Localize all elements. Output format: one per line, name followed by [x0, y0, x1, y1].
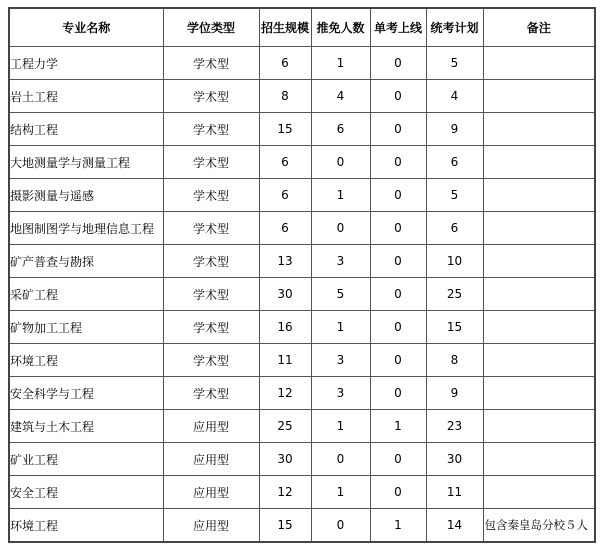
cell-degree-type: 应用型	[163, 476, 259, 509]
cell-degree-type: 学术型	[163, 377, 259, 410]
table-row	[9, 344, 595, 377]
table-row	[9, 80, 595, 113]
table-row	[9, 245, 595, 278]
cell-degree-type: 学术型	[163, 212, 259, 245]
cell-notes	[483, 212, 595, 245]
cell-enrollment-scale: 30	[259, 443, 311, 476]
header-unified-plan: 统考计划	[426, 8, 483, 47]
cell-unified-plan: 5	[426, 179, 483, 212]
cell-unified-plan: 25	[426, 278, 483, 311]
cell-major-name: 采矿工程	[9, 278, 163, 311]
cell-notes	[483, 245, 595, 278]
cell-unified-plan: 15	[426, 311, 483, 344]
cell-major-name: 建筑与土木工程	[9, 410, 163, 443]
cell-single-exam: 0	[370, 179, 426, 212]
cell-exempt-count: 0	[311, 146, 370, 179]
cell-degree-type: 学术型	[163, 245, 259, 278]
cell-notes	[483, 410, 595, 443]
cell-single-exam: 0	[370, 311, 426, 344]
cell-exempt-count: 1	[311, 410, 370, 443]
header-row	[9, 8, 595, 47]
header-single-exam: 单考上线	[370, 8, 426, 47]
table-row	[9, 113, 595, 146]
cell-notes	[483, 443, 595, 476]
cell-major-name: 安全工程	[9, 476, 163, 509]
cell-exempt-count: 1	[311, 311, 370, 344]
cell-enrollment-scale: 30	[259, 278, 311, 311]
cell-degree-type: 学术型	[163, 113, 259, 146]
cell-unified-plan: 8	[426, 344, 483, 377]
cell-major-name: 环境工程	[9, 509, 163, 543]
cell-single-exam: 0	[370, 245, 426, 278]
cell-exempt-count: 0	[311, 509, 370, 543]
header-exempt-count: 推免人数	[311, 8, 370, 47]
cell-degree-type: 应用型	[163, 443, 259, 476]
cell-enrollment-scale: 6	[259, 146, 311, 179]
cell-unified-plan: 10	[426, 245, 483, 278]
cell-enrollment-scale: 11	[259, 344, 311, 377]
cell-degree-type: 学术型	[163, 80, 259, 113]
cell-single-exam: 0	[370, 344, 426, 377]
table-row	[9, 476, 595, 509]
cell-notes	[483, 80, 595, 113]
cell-notes	[483, 146, 595, 179]
cell-unified-plan: 9	[426, 113, 483, 146]
cell-notes	[483, 476, 595, 509]
cell-single-exam: 0	[370, 80, 426, 113]
cell-exempt-count: 3	[311, 245, 370, 278]
cell-enrollment-scale: 25	[259, 410, 311, 443]
table-row	[9, 47, 595, 80]
cell-enrollment-scale: 15	[259, 113, 311, 146]
cell-single-exam: 0	[370, 47, 426, 80]
cell-unified-plan: 6	[426, 212, 483, 245]
cell-major-name: 环境工程	[9, 344, 163, 377]
table-row	[9, 146, 595, 179]
cell-notes: 包含秦皇岛分校５人	[483, 509, 595, 543]
cell-enrollment-scale: 12	[259, 476, 311, 509]
cell-major-name: 摄影测量与遥感	[9, 179, 163, 212]
cell-unified-plan: 6	[426, 146, 483, 179]
cell-degree-type: 学术型	[163, 47, 259, 80]
cell-single-exam: 0	[370, 113, 426, 146]
table-row	[9, 377, 595, 410]
cell-single-exam: 0	[370, 443, 426, 476]
cell-major-name: 岩土工程	[9, 80, 163, 113]
cell-notes	[483, 377, 595, 410]
cell-degree-type: 学术型	[163, 146, 259, 179]
cell-enrollment-scale: 16	[259, 311, 311, 344]
cell-single-exam: 0	[370, 476, 426, 509]
cell-notes	[483, 113, 595, 146]
cell-unified-plan: 11	[426, 476, 483, 509]
cell-degree-type: 应用型	[163, 509, 259, 543]
cell-notes	[483, 311, 595, 344]
cell-exempt-count: 4	[311, 80, 370, 113]
table-row	[9, 179, 595, 212]
cell-major-name: 矿业工程	[9, 443, 163, 476]
table-row	[9, 278, 595, 311]
cell-enrollment-scale: 8	[259, 80, 311, 113]
cell-single-exam: 1	[370, 410, 426, 443]
cell-major-name: 大地测量学与测量工程	[9, 146, 163, 179]
cell-unified-plan: 5	[426, 47, 483, 80]
cell-enrollment-scale: 13	[259, 245, 311, 278]
cell-degree-type: 学术型	[163, 311, 259, 344]
table-row	[9, 311, 595, 344]
cell-enrollment-scale: 12	[259, 377, 311, 410]
cell-unified-plan: 23	[426, 410, 483, 443]
table-row	[9, 212, 595, 245]
cell-major-name: 安全科学与工程	[9, 377, 163, 410]
cell-degree-type: 学术型	[163, 278, 259, 311]
cell-single-exam: 0	[370, 377, 426, 410]
cell-single-exam: 0	[370, 212, 426, 245]
cell-enrollment-scale: 6	[259, 47, 311, 80]
cell-single-exam: 0	[370, 146, 426, 179]
cell-degree-type: 应用型	[163, 410, 259, 443]
cell-exempt-count: 6	[311, 113, 370, 146]
cell-notes	[483, 278, 595, 311]
table-row	[9, 410, 595, 443]
cell-major-name: 矿产普查与勘探	[9, 245, 163, 278]
cell-exempt-count: 1	[311, 179, 370, 212]
cell-notes	[483, 344, 595, 377]
cell-enrollment-scale: 15	[259, 509, 311, 543]
table-row	[9, 509, 595, 543]
table-row	[9, 443, 595, 476]
cell-degree-type: 学术型	[163, 179, 259, 212]
header-degree-type: 学位类型	[163, 8, 259, 47]
cell-exempt-count: 0	[311, 212, 370, 245]
cell-unified-plan: 30	[426, 443, 483, 476]
header-notes: 备注	[483, 8, 595, 47]
cell-exempt-count: 5	[311, 278, 370, 311]
cell-exempt-count: 1	[311, 47, 370, 80]
cell-notes	[483, 47, 595, 80]
header-major-name: 专业名称	[9, 8, 163, 47]
cell-enrollment-scale: 6	[259, 179, 311, 212]
cell-unified-plan: 9	[426, 377, 483, 410]
cell-exempt-count: 3	[311, 377, 370, 410]
cell-exempt-count: 3	[311, 344, 370, 377]
cell-major-name: 矿物加工工程	[9, 311, 163, 344]
cell-degree-type: 学术型	[163, 344, 259, 377]
cell-unified-plan: 14	[426, 509, 483, 543]
cell-exempt-count: 0	[311, 443, 370, 476]
cell-major-name: 地图制图学与地理信息工程	[9, 212, 163, 245]
cell-major-name: 结构工程	[9, 113, 163, 146]
header-enrollment-scale: 招生规模	[259, 8, 311, 47]
enrollment-table	[8, 7, 596, 543]
cell-enrollment-scale: 6	[259, 212, 311, 245]
cell-exempt-count: 1	[311, 476, 370, 509]
cell-major-name: 工程力学	[9, 47, 163, 80]
cell-notes	[483, 179, 595, 212]
cell-single-exam: 1	[370, 509, 426, 543]
cell-single-exam: 0	[370, 278, 426, 311]
cell-unified-plan: 4	[426, 80, 483, 113]
